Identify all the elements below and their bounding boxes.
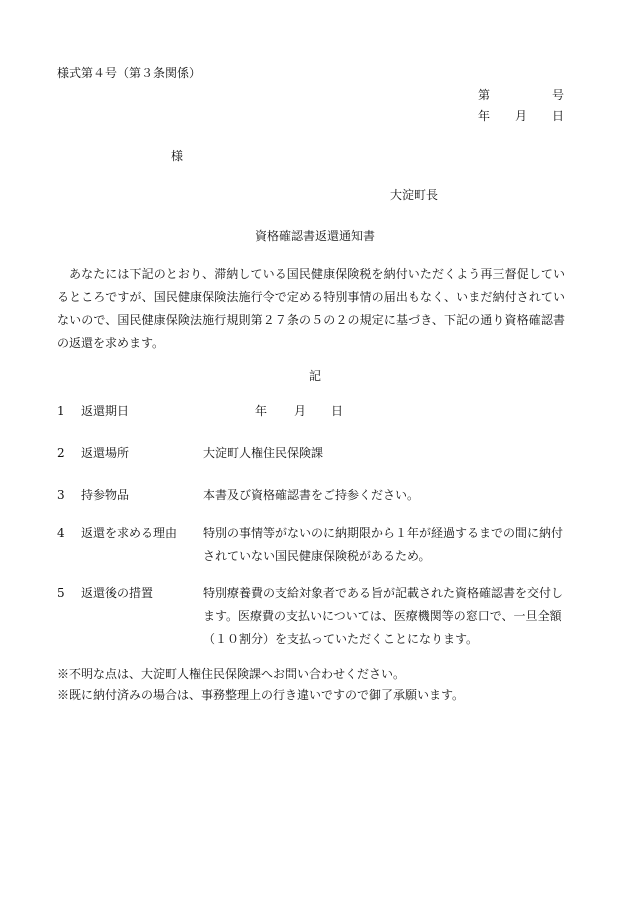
form-number: 様式第４号（第３条関係）	[57, 66, 202, 80]
return-date-day: 日	[331, 404, 344, 418]
return-date-year: 年	[255, 404, 268, 418]
document-title: 資格確認書返還通知書	[254, 229, 375, 243]
addressee: 様	[171, 149, 184, 163]
date-year: 年	[478, 109, 491, 123]
item-label: 返還を求める理由	[81, 526, 178, 540]
date-day: 日	[552, 109, 565, 123]
item-number: 2	[57, 446, 65, 460]
item-label: 返還期日	[81, 404, 130, 418]
item-label: 返還後の措置	[81, 586, 154, 600]
note-already-paid: ※既に納付済みの場合は、事務整理上の行き違いですので御了承願います。	[57, 688, 465, 702]
item-value: 本書及び資格確認書をご持参ください。	[203, 488, 420, 502]
item-value: 特別療養費の支給対象者である旨が記載された資格確認書を交付します。医療費の支払いについては、医療機関等の窓口で、一旦全額（１０割分）を支払っていただくことになります。	[203, 586, 564, 646]
body-text: あなたには下記のとおり、滞納している国民健康保険税を納付いただくよう再三督促しているところですが、国民健康保険法施行令で定める特別事情の届出もなく、いまだ納付されていないので、国民健康保険法施行規則第２７条の５の２の規定に基づき、下記の通り資格確認書の返還を求めます。	[57, 267, 565, 350]
return-date-month: 月	[294, 404, 307, 418]
note-inquiry: ※不明な点は、大淀町人権住民保険課へお問い合わせください。	[57, 667, 406, 681]
item-value: 大淀町人権住民保険課	[203, 446, 324, 460]
item-number: 5	[57, 586, 65, 600]
item-label: 返還場所	[81, 446, 130, 460]
item-number: 1	[57, 404, 65, 418]
date-month: 月	[515, 109, 528, 123]
item-label: 持参物品	[81, 488, 130, 502]
ki-marker: 記	[308, 369, 321, 383]
sender: 大淀町長	[390, 188, 439, 202]
item-value: 特別の事情等がないのに納期限から１年が経過するまでの間に納付されていない国民健康保険税があるため。	[203, 526, 564, 563]
number-prefix: 第	[478, 88, 491, 102]
number-suffix: 号	[552, 88, 565, 102]
item-number: 3	[57, 488, 65, 502]
item-number: 4	[57, 526, 65, 540]
